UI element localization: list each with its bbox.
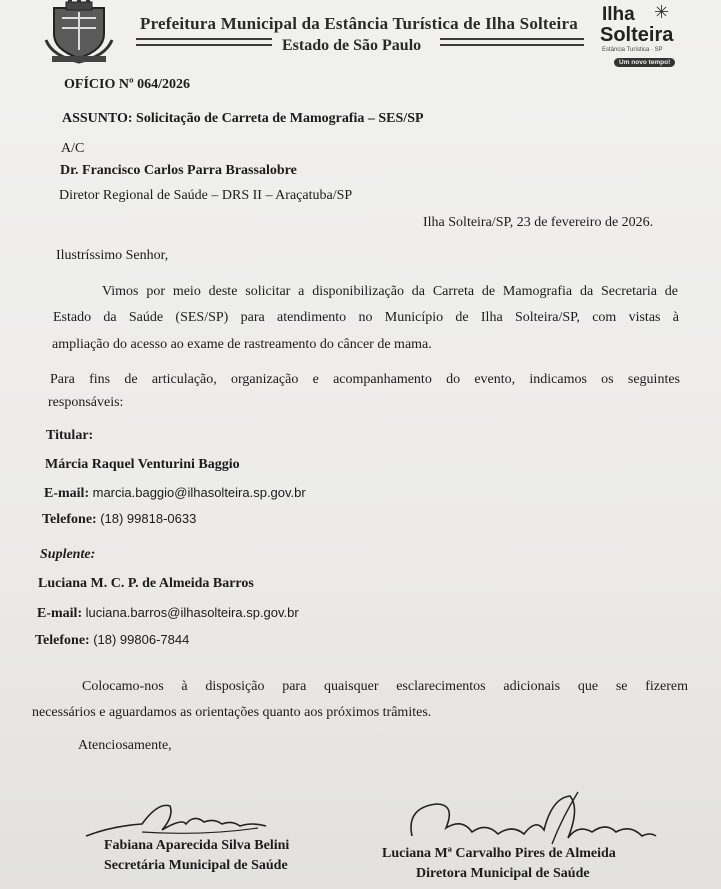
attention-label: A/C (61, 141, 85, 156)
para3-line2: necessários e aguardamos as orientações quanto aos próximos trâmites. (32, 705, 432, 720)
titular-phone-label: Telefone: (42, 512, 97, 527)
municipality-title: Prefeitura Municipal da Estância Turística de Ilha Solteira (140, 14, 578, 33)
state-subtitle: Estado de São Paulo (282, 37, 422, 54)
header-rule-right-1 (440, 38, 584, 40)
salutation: Ilustríssimo Senhor, (56, 248, 169, 263)
signature-2-name: Luciana Mª Carvalho Pires de Almeida (382, 846, 616, 861)
titular-email-label: E-mail: (44, 486, 90, 501)
coat-of-arms-icon (44, 0, 114, 64)
signature-2-scribble-icon (402, 788, 662, 850)
para1-line1: Vimos por meio deste solicitar a disponibilização da Carreta de Mamografia da Secretaria de (102, 284, 678, 299)
para1-line3: ampliação do acesso ao exame de rastreamento do câncer de mama. (52, 337, 432, 352)
signature-1-role: Secretária Municipal de Saúde (104, 858, 288, 873)
place-date: Ilha Solteira/SP, 23 de fevereiro de 2026. (423, 215, 654, 230)
suplente-name: Luciana M. C. P. de Almeida Barros (38, 576, 254, 591)
signature-1-scribble-icon (82, 796, 272, 842)
titular-heading: Titular: (46, 428, 94, 443)
suplente-email: luciana.barros@ilhasolteira.sp.gov.br (85, 605, 299, 620)
suplente-phone-label: Telefone: (35, 633, 90, 648)
suplente-email-label: E-mail: (37, 606, 83, 621)
star-icon: ✳ (654, 2, 670, 22)
para2-line2: responsáveis: (48, 395, 124, 410)
suplente-phone: (18) 99806-7844 (93, 632, 190, 647)
signature-2-role: Diretora Municipal de Saúde (416, 866, 590, 881)
suplente-heading: Suplente: (40, 547, 96, 562)
logo-line3: Estância Turística · SP (602, 47, 663, 53)
signature-1-name: Fabiana Aparecida Silva Belini (104, 838, 290, 853)
ilha-solteira-logo (598, 2, 698, 72)
titular-email: marcia.baggio@ilhasolteira.sp.gov.br (92, 485, 306, 500)
header-rule-right-2 (440, 44, 584, 46)
recipient-title: Diretor Regional de Saúde – DRS II – Araçatuba/SP (59, 188, 353, 203)
closing: Atenciosamente, (78, 738, 172, 753)
para2-line1: Para fins de articulação, organização e acompanhamento do evento, indicamos os seguintes (50, 372, 680, 387)
recipient-name: Dr. Francisco Carlos Parra Brassalobre (60, 163, 297, 178)
para1-line2: Estado da Saúde (SES/SP) para atendimento no Município de Ilha Solteira/SP, com vistas à (53, 310, 679, 325)
header-rule-left-1 (136, 38, 272, 40)
titular-name: Márcia Raquel Venturini Baggio (45, 457, 240, 472)
titular-phone: (18) 99818-0633 (100, 511, 197, 526)
logo-badge: Um novo tempo! (614, 58, 675, 67)
logo-line1: Ilha (602, 4, 635, 25)
para3-line1: Colocamo-nos à disposição para quaisquer esclarecimentos adicionais que se fizerem (82, 679, 688, 694)
logo-line2: Solteira (600, 24, 674, 46)
header-rule-left-2 (136, 44, 272, 46)
letter-subject: ASSUNTO: Solicitação de Carreta de Mamografia – SES/SP (62, 111, 424, 126)
letter-reference: OFÍCIO Nº 064/2026 (64, 77, 190, 92)
